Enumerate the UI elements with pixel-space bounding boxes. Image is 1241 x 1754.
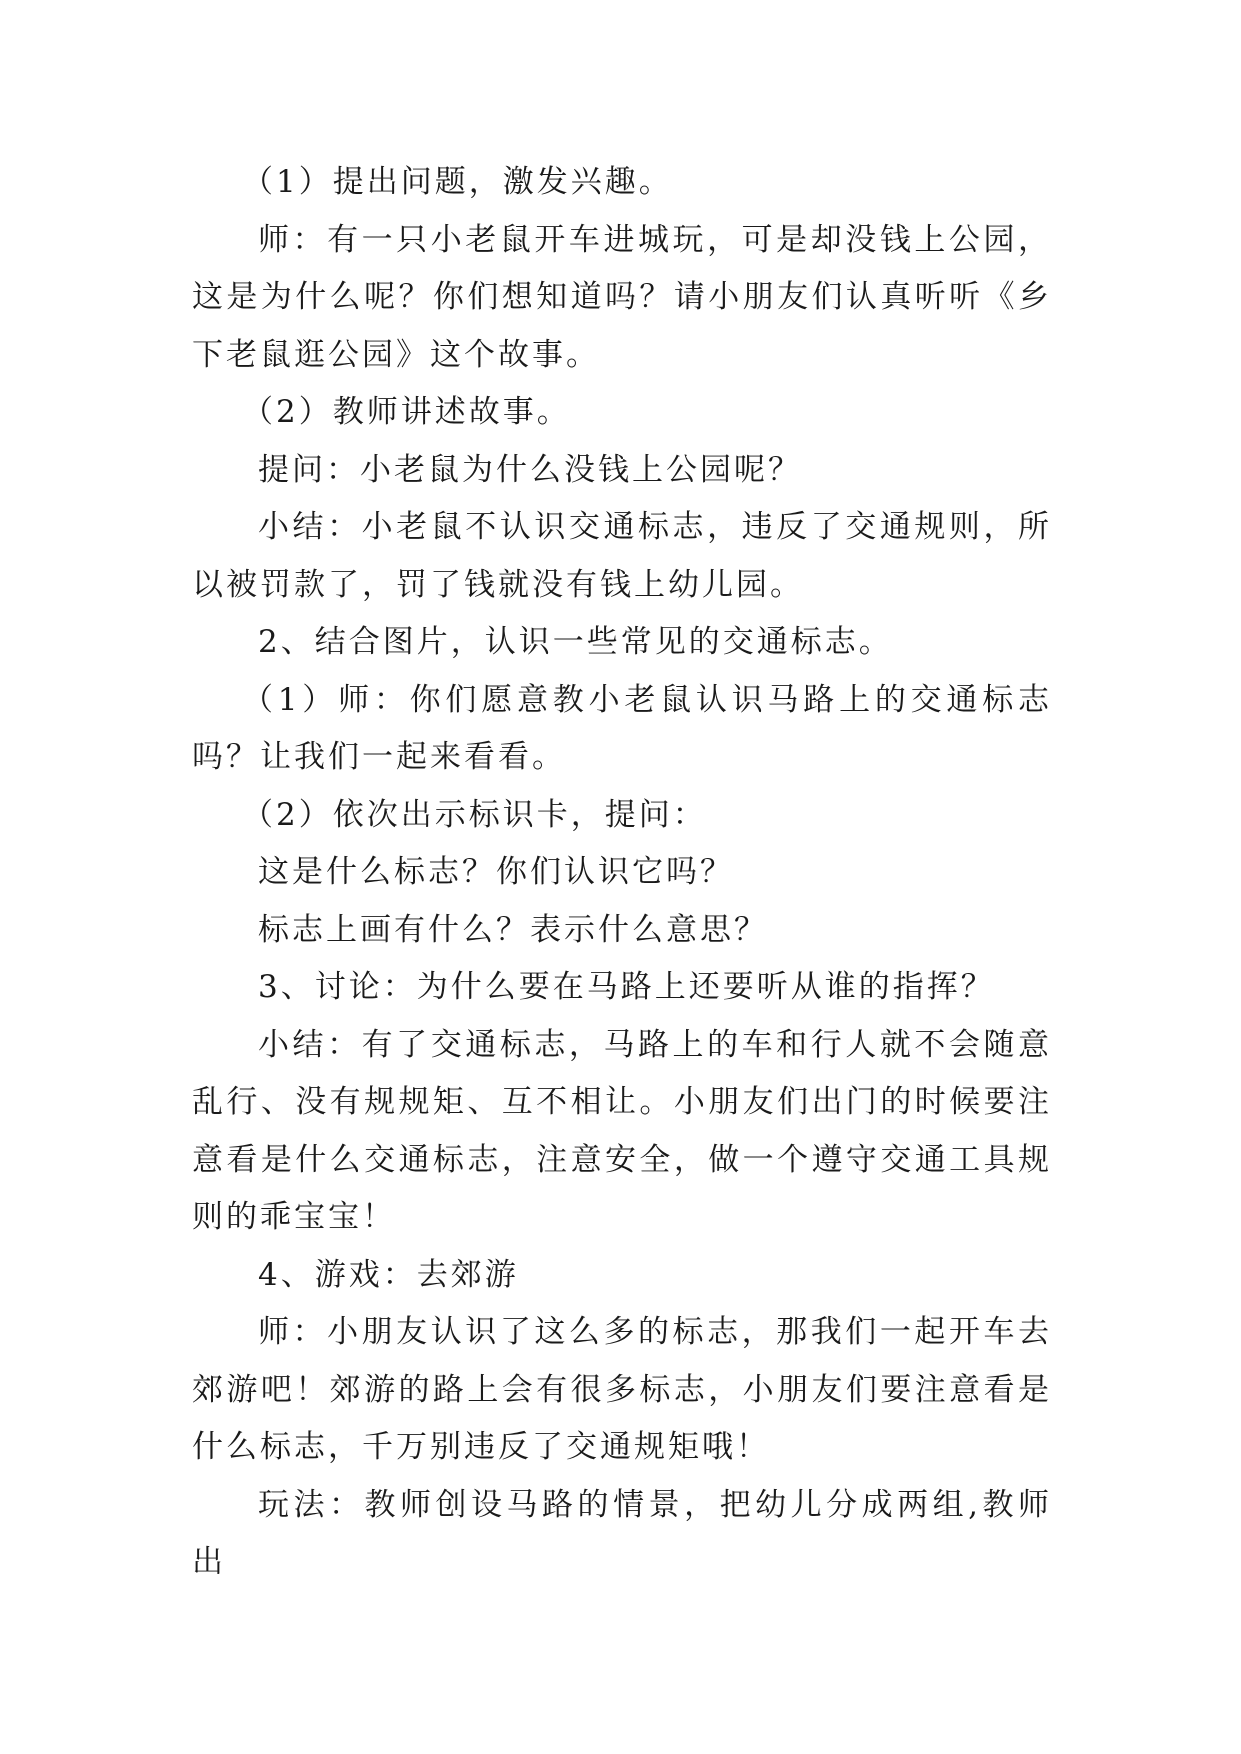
paragraph-10: 标志上画有什么？表示什么意思？ xyxy=(258,911,768,948)
paragraph-12: 小结：有了交通标志，马路上的车和行人就不会随意乱行、没有规规矩、互不相让。小朋友们出门的时候要注意看是什么交通标志，注意安全，做一个遵守交通工具规则的乖宝宝！ xyxy=(192,1026,1052,1235)
paragraph-6: 2、结合图片，认识一些常见的交通标志。 xyxy=(258,624,893,660)
paragraph-2: 师：有一只小老鼠开车进城玩，可是却没钱上公园，这是为什么呢？你们想知道吗？请小朋友们认真听听《乡下老鼠逛公园》这个故事。 xyxy=(192,221,1052,373)
paragraph-3: （2）教师讲述故事。 xyxy=(242,394,571,430)
document-body xyxy=(192,154,1052,1592)
paragraph-9: 这是什么标志？你们认识它吗？ xyxy=(258,854,734,890)
paragraph-7: （1）师：你们愿意教小老鼠认识马路上的交通标志吗？让我们一起来看看。 xyxy=(192,681,1052,775)
paragraph-11: 3、讨论：为什么要在马路上还要听从谁的指挥？ xyxy=(258,969,995,1005)
paragraph-13: 4、游戏：去郊游 xyxy=(258,1256,519,1293)
paragraph-15: 玩法：教师创设马路的情景，把幼儿分成两组,教师出 xyxy=(192,1486,1052,1580)
paragraph-8: （2）依次出示标识卡，提问： xyxy=(242,796,707,833)
paragraph-5: 小结：小老鼠不认识交通标志，违反了交通规则，所以被罚款了，罚了钱就没有钱上幼儿园。 xyxy=(192,509,1052,603)
paragraph-1: （1）提出问题，激发兴趣。 xyxy=(242,164,673,200)
paragraph-14: 师：小朋友认识了这么多的标志，那我们一起开车去郊游吧！郊游的路上会有很多标志，小朋友们要注意看是什么标志，千万别违反了交通规矩哦！ xyxy=(192,1314,1052,1465)
paragraph-4: 提问：小老鼠为什么没钱上公园呢？ xyxy=(258,451,802,488)
